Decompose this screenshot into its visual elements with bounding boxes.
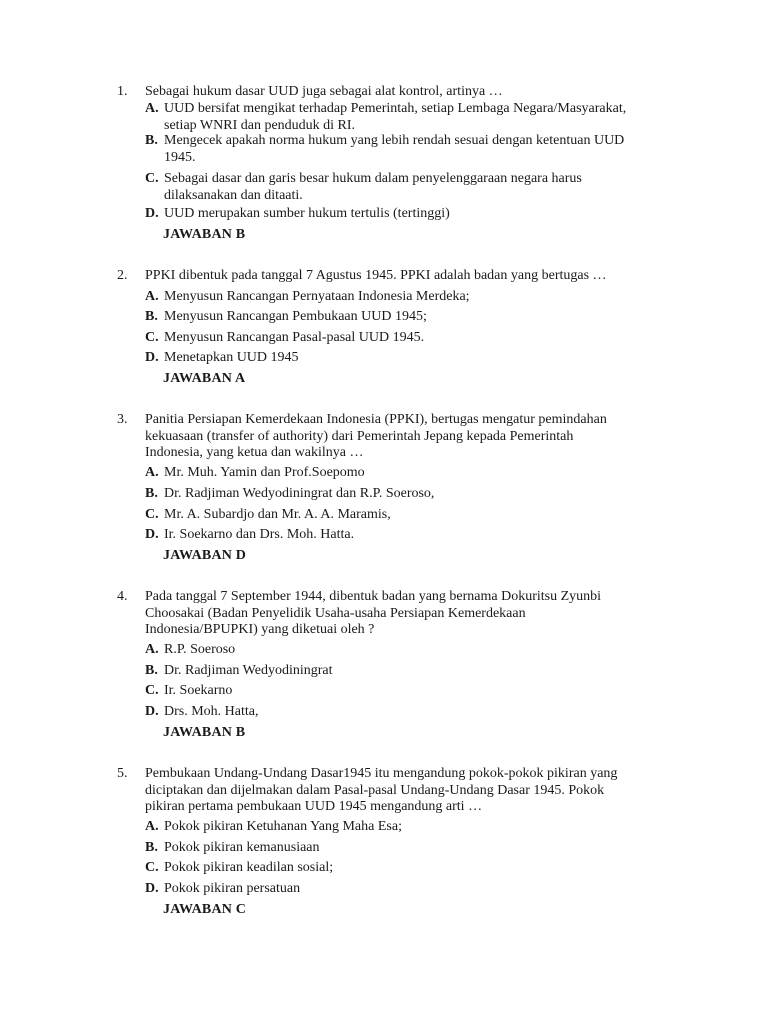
option-text: Ir. Soekarno xyxy=(164,683,233,698)
option-text: Pokok pikiran persatuan xyxy=(164,881,301,896)
question-text: Pembukaan Undang-Undang Dasar1945 itu mengandung pokok-pokok pikiran yang diciptakan dan dijelmakan dalam Pasal-pasal Undang-Undang Dasar 1945. Pokok pikiran pertama pembukaan UUD 1945 mengandung arti … xyxy=(145,766,618,814)
option-text: Drs. Moh. Hatta, xyxy=(164,704,259,719)
option-letter: A. xyxy=(145,642,159,657)
option-text: Ir. Soekarno dan Drs. Moh. Hatta. xyxy=(164,527,355,542)
option-text: Sebagai dasar dan garis besar hukum dalam penyelenggaraan negara harus dilaksanakan dan ditaati. xyxy=(164,171,582,203)
question-4-answer: JAWABAN B xyxy=(163,725,246,740)
option-text: Dr. Radjiman Wedyodiningrat xyxy=(164,663,333,678)
question-2-answer: JAWABAN A xyxy=(163,371,246,386)
question-number: 5. xyxy=(117,766,128,781)
option-text: Pokok pikiran keadilan sosial; xyxy=(164,860,334,875)
option-letter: D. xyxy=(145,527,159,542)
option-text: Pokok pikiran Ketuhanan Yang Maha Esa; xyxy=(164,819,402,834)
option-letter: B. xyxy=(145,486,158,501)
option-letter: C. xyxy=(145,683,159,698)
option-letter: A. xyxy=(145,289,159,304)
question-5-answer: JAWABAN C xyxy=(163,902,247,917)
option-letter: C. xyxy=(145,171,159,186)
option-letter: A. xyxy=(145,101,159,116)
option-text: Menetapkan UUD 1945 xyxy=(164,350,299,365)
option-text: Menyusun Rancangan Pasal-pasal UUD 1945. xyxy=(164,330,425,345)
option-letter: A. xyxy=(145,465,159,480)
option-letter: D. xyxy=(145,206,159,221)
option-letter: A. xyxy=(145,819,159,834)
option-letter: C. xyxy=(145,330,159,345)
option-letter: B. xyxy=(145,133,158,148)
option-letter: B. xyxy=(145,309,158,324)
option-letter: C. xyxy=(145,860,159,875)
question-number: 3. xyxy=(117,412,128,427)
option-text: UUD bersifat mengikat terhadap Pemerintah, setiap Lembaga Negara/Masyarakat, setiap WNRI dan penduduk di RI. xyxy=(164,101,627,133)
option-text: Mengecek apakah norma hukum yang lebih rendah sesuai dengan ketentuan UUD 1945. xyxy=(164,133,625,165)
option-letter: D. xyxy=(145,881,159,896)
option-letter: B. xyxy=(145,840,158,855)
question-3-answer: JAWABAN D xyxy=(163,548,247,563)
option-letter: D. xyxy=(145,704,159,719)
question-number: 4. xyxy=(117,589,128,604)
question-text: Sebagai hukum dasar UUD juga sebagai alat kontrol, artinya … xyxy=(145,84,503,99)
option-letter: C. xyxy=(145,507,159,522)
question-number: 1. xyxy=(117,84,128,99)
option-text: Dr. Radjiman Wedyodiningrat dan R.P. Soeroso, xyxy=(164,486,435,501)
option-text: Mr. A. Subardjo dan Mr. A. A. Maramis, xyxy=(164,507,391,522)
question-number: 2. xyxy=(117,268,128,283)
option-text: Pokok pikiran kemanusiaan xyxy=(164,840,320,855)
option-letter: D. xyxy=(145,350,159,365)
option-letter: B. xyxy=(145,663,158,678)
question-text: PPKI dibentuk pada tanggal 7 Agustus 1945. PPKI adalah badan yang bertugas … xyxy=(145,268,607,283)
option-text: Menyusun Rancangan Pernyataan Indonesia Merdeka; xyxy=(164,289,470,304)
option-text: Menyusun Rancangan Pembukaan UUD 1945; xyxy=(164,309,427,324)
question-1-answer: JAWABAN B xyxy=(163,227,246,242)
question-text: Panitia Persiapan Kemerdekaan Indonesia (PPKI), bertugas mengatur pemindahan kekuasaan (transfer of authority) dari Pemerintah Jepang kepada Pemerintah Indonesia, yang ketua dan wakilnya … xyxy=(145,412,607,460)
option-text: UUD merupakan sumber hukum tertulis (tertinggi) xyxy=(164,206,450,221)
question-text: Pada tanggal 7 September 1944, dibentuk badan yang bernama Dokuritsu Zyunbi Choosakai (Badan Penyelidik Usaha-usaha Persiapan Kemerdekaan Indonesia/BPUPKI) yang diketuai oleh ? xyxy=(145,589,602,637)
option-text: R.P. Soeroso xyxy=(164,642,236,657)
option-text: Mr. Muh. Yamin dan Prof.Soepomo xyxy=(164,465,365,480)
